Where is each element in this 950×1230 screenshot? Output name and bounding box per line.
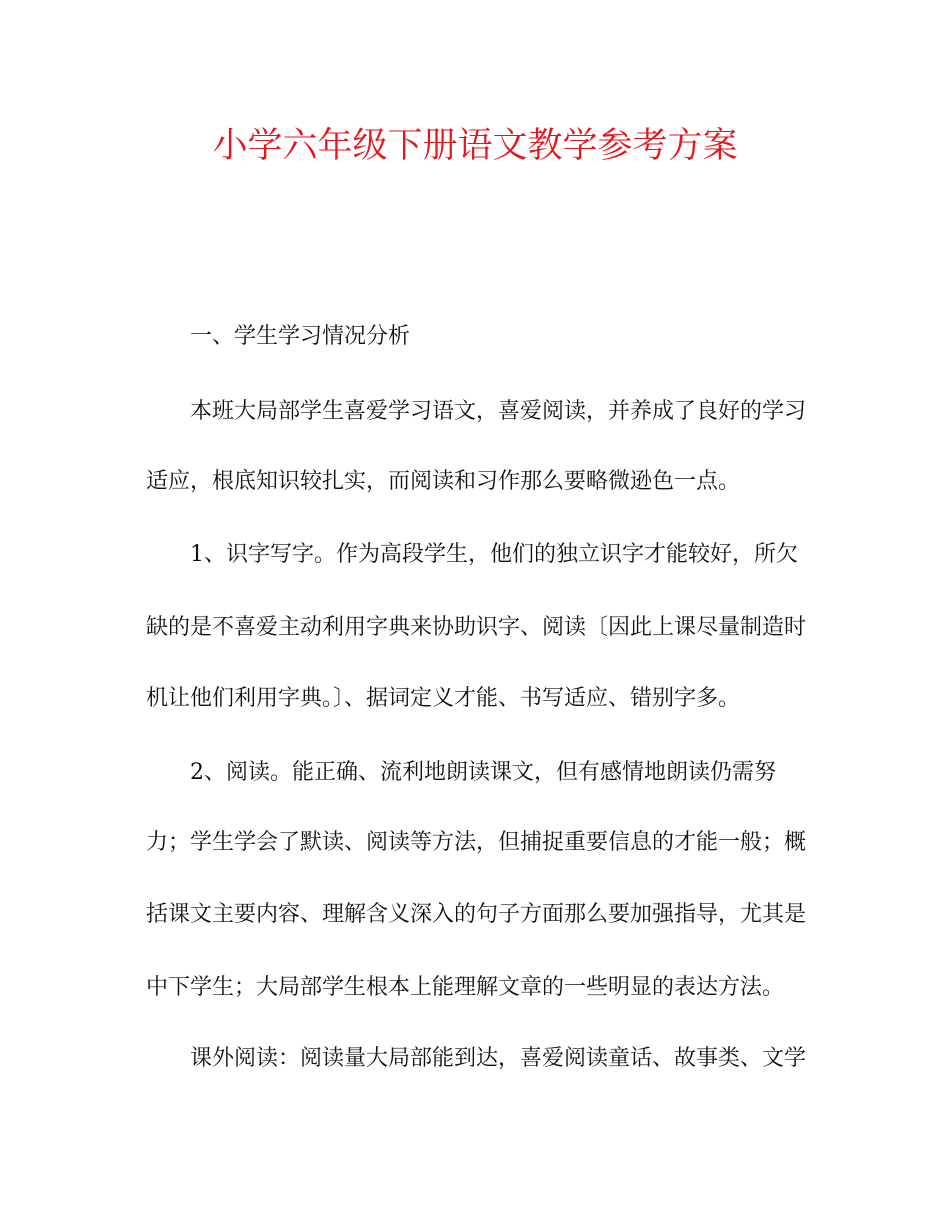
paragraph-line: 本班大局部学生喜爱学习语文，喜爱阅读，并养成了良好的学习 — [190, 399, 807, 424]
paragraph-line: 机让他们利用字典。〕、据词定义才能、书写适应、错别字多。 — [146, 686, 741, 711]
page-title: 小学六年级下册语文教学参考方案 — [212, 126, 738, 166]
section-heading: 一、学生学习情况分析 — [190, 324, 411, 349]
paragraph-line: 适应，根底知识较扎实，而阅读和习作那么要略微逊色一点。 — [146, 469, 741, 494]
paragraph-line: 缺的是不喜爱主动利用字典来协助识字、阅读〔因此上课尽量制造时 — [146, 615, 807, 640]
paragraph-line: 括课文主要内容、理解含义深入的句子方面那么要加强指导，尤其是 — [146, 902, 807, 927]
paragraph-line: 1、识字写字。作为高段学生，他们的独立识字才能较好，所欠 — [190, 542, 798, 567]
paragraph-line: 中下学生；大局部学生根本上能理解文章的一些明显的表达方法。 — [146, 975, 785, 1000]
paragraph-line: 2、阅读。能正确、流利地朗读课文，但有感情地朗读仍需努 — [190, 760, 776, 785]
paragraph-line: 课外阅读：阅读量大局部能到达，喜爱阅读童话、故事类、文学 — [190, 1046, 807, 1071]
paragraph-line: 力；学生学会了默读、阅读等方法，但捕捉重要信息的才能一般；概 — [146, 830, 807, 855]
